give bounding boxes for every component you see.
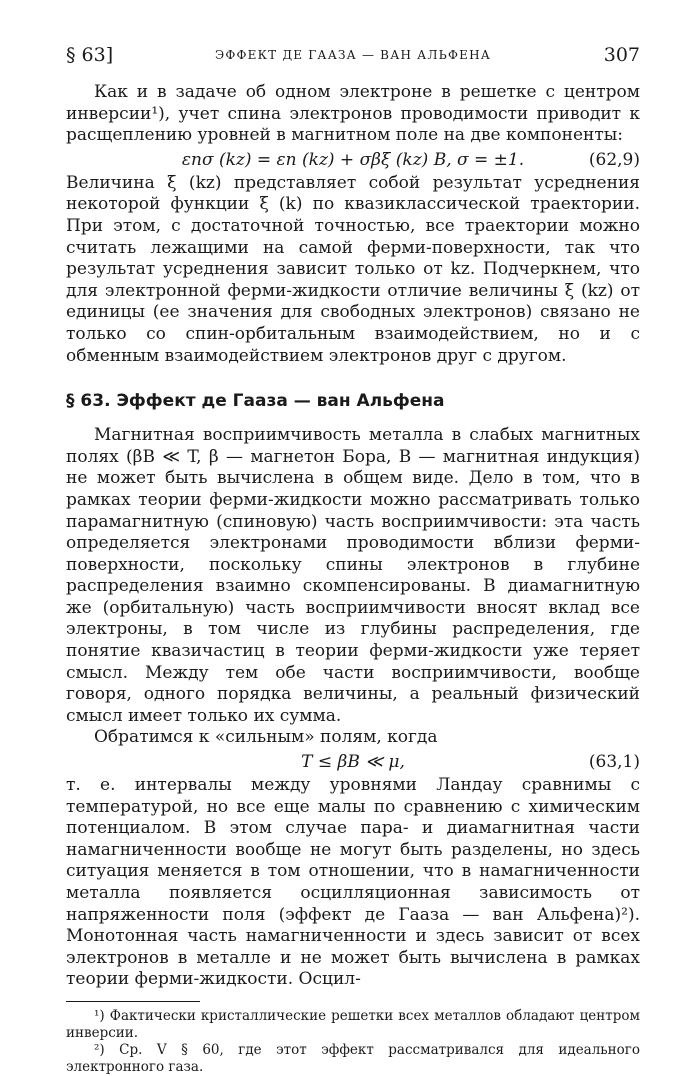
paragraph: Как и в задаче об одном электроне в решетке с центром инверсии¹), учет спина электронов проводимости приводит к расщеплению уровней в магнитном поле на две компоненты: — [66, 82, 640, 146]
formula-number: (63,1) — [588, 752, 640, 773]
page-number: 307 — [603, 44, 640, 66]
formula-expression: εnσ (kz) = εn (kz) + σβξ (kz) B, σ = ±1. — [181, 149, 525, 170]
header-section: § 63] — [66, 44, 114, 66]
paragraph: Величина ξ (kz) представляет собой результат усреднения некоторой функции ξ (k) по квазиклассической траектории. При этом, с достаточной точностью, все траектории можно считать лежащими на самой ферми-поверхности, так что результат усреднения зависит только от kz. Подчеркнем, что для электронной ферми-жидкости отличие величины ξ (kz) от единицы (ее значения для свободных электронов) связано не только со спин-орбитальным взаимодействием, но и с обменным взаимодействием электронов друг с другом. — [66, 172, 640, 366]
footnote: ²) Ср. V § 60, где этот эффект рассматривался для идеального электронного газа. — [66, 1041, 640, 1075]
running-header — [66, 44, 640, 72]
footnote-divider — [66, 1001, 200, 1002]
paragraph: Магнитная восприимчивость металла в слабых магнитных полях (βB ≪ T, β — магнетон Бора, B — магнитная индукция) не может быть вычислена в общем виде. Дело в том, что в рамках теории ферми-жидкости можно рассматривать только парамагнитную (спиновую) часть восприимчивости: эта часть определяется электронами проводимости вблизи ферми-поверхности, поскольку спины электронов в глубине распределения взаимно скомпенсированы. В диамагнитную же (орбитальную) часть восприимчивости вносят вклад все электроны, в том числе из глубины распределения, где понятие квазичастиц в теории ферми-жидкости уже теряет смысл. Между тем обе части восприимчивости, вообще говоря, одного порядка величины, а реальный физический смысл имеет только их сумма. — [66, 425, 640, 726]
formula-number: (62,9) — [588, 149, 640, 170]
paragraph: Обратимся к «сильным» полям, когда — [94, 727, 438, 748]
formula-62-9 — [66, 147, 640, 173]
formula-63-1 — [66, 749, 640, 775]
page-body — [66, 82, 640, 1076]
paragraph: т. е. интервалы между уровнями Ландау сравнимы с температурой, но все еще малы по сравнению с химическим потенциалом. В этом случае пара- и диамагнитная части намагниченности вообще не могут быть разделены, но здесь ситуация меняется в том отношении, что в намагниченности металла появляется осцилляционная зависимость от напряженности поля (эффект де Гааза — ван Альфена)²). Монотонная часть намагниченности и здесь зависит от всех электронов в металле и не может быть вычислена в рамках теории ферми-жидкости. Осцил- — [66, 775, 640, 990]
footnote: ¹) Фактически кристаллические решетки всех металлов обладают центром инверсии. — [66, 1007, 640, 1041]
formula-expression: T ≤ βB ≪ μ, — [301, 752, 405, 773]
header-title: ЭФФЕКТ ДЕ ГААЗА — ВАН АЛЬФЕНА — [214, 48, 492, 62]
section-heading: § 63. Эффект де Гааза — ван Альфена — [66, 391, 445, 412]
